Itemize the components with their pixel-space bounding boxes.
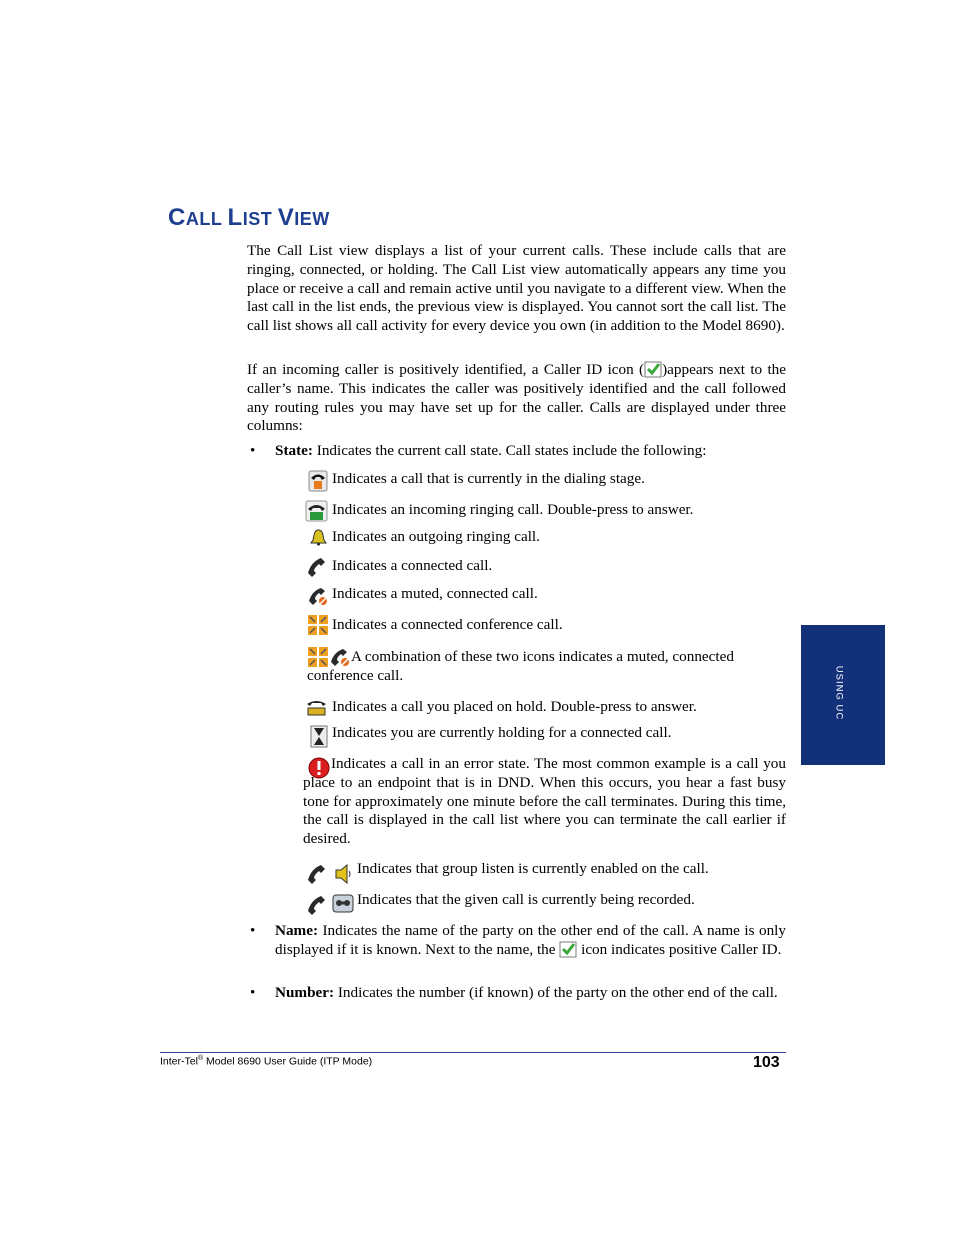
intro-paragraph: The Call List view displays a list of your current calls. These include calls that are ringing, connected, or holding. The Call List view automatically appears any time you place or receive a call and remain active until you navigate to a different view. When the last call in the list ends, the previous view is displayed. You cannot sort the call list. The call list shows all call activity for every device you own (in addition to the Model 8690). — [247, 242, 786, 335]
state-recording-text: Indicates that the given call is currently being recorded. — [357, 891, 695, 908]
footer-title: Inter-Tel® Model 8690 User Guide (ITP Mode) — [160, 1055, 373, 1068]
state-muted-conference-text: A combination of these two icons indicates a muted, connected conference call. — [307, 648, 734, 684]
state-error-text: Indicates a call in an error state. The most common example is a call you place to an endpoint that is in DND. When this occurs, you hear a fast busy tone for approximately one minute before the call terminates. During this time, the call is displayed in the call list where you can terminate the call earlier if desired. — [303, 755, 786, 848]
state-outgoing-text: Indicates an outgoing ringing call. — [332, 528, 540, 545]
hourglass-icon — [310, 725, 328, 748]
caller-id-paragraph: If an incoming caller is positively identified, a Caller ID icon ( )appears next to the caller’s name. This indicates the caller was positively identified and the call followed any routing rules you may have set up for the caller. Calls are displayed under three columns: — [247, 361, 787, 435]
page-number: 103 — [753, 1054, 780, 1071]
bullet-marker: • — [250, 442, 256, 459]
connected-call-icon — [305, 556, 328, 578]
connected-call-icon — [305, 863, 328, 885]
name-bullet: Name: Indicates the name of the party on the other end of the call. A name is only displayed if it is known. Next to the name, the icon indicates positive Caller ID. — [275, 922, 786, 958]
state-bullet: State: Indicates the current call state. Call states include the following: — [275, 442, 707, 459]
number-bullet: Number: Indicates the number (if known) of the party on the other end of the call. — [275, 984, 778, 1001]
state-dialing-text: Indicates a call that is currently in the dialing stage. — [332, 470, 645, 487]
state-muted-text: Indicates a muted, connected call. — [332, 585, 538, 602]
incoming-ringing-icon — [305, 500, 328, 522]
state-group-listen-text: Indicates that group listen is currently enabled on the call. — [357, 860, 709, 877]
muted-call-icon — [307, 586, 329, 607]
page-title: CALL LIST VIEW — [168, 204, 330, 231]
state-holding-text: Indicates you are currently holding for a connected call. — [332, 724, 672, 741]
state-hold-text: Indicates a call you placed on hold. Double-press to answer. — [332, 698, 697, 715]
conference-call-icon — [307, 614, 329, 636]
hold-icon — [305, 698, 328, 717]
connected-call-icon — [305, 894, 328, 916]
caller-id-check-icon — [644, 361, 662, 378]
caller-id-check-icon — [559, 941, 577, 958]
footer-divider — [160, 1052, 786, 1053]
state-conference-text: Indicates a connected conference call. — [332, 616, 563, 633]
state-connected-text: Indicates a connected call. — [332, 557, 493, 574]
state-incoming-text: Indicates an incoming ringing call. Double-press to answer. — [332, 501, 694, 518]
dialing-icon — [308, 470, 328, 492]
section-tab-label: USING UC — [833, 665, 845, 721]
bullet-marker: • — [250, 922, 256, 939]
bullet-marker: • — [250, 984, 256, 1001]
speaker-icon — [334, 862, 354, 886]
recording-tape-icon — [332, 894, 354, 913]
outgoing-ringing-icon — [309, 528, 328, 546]
